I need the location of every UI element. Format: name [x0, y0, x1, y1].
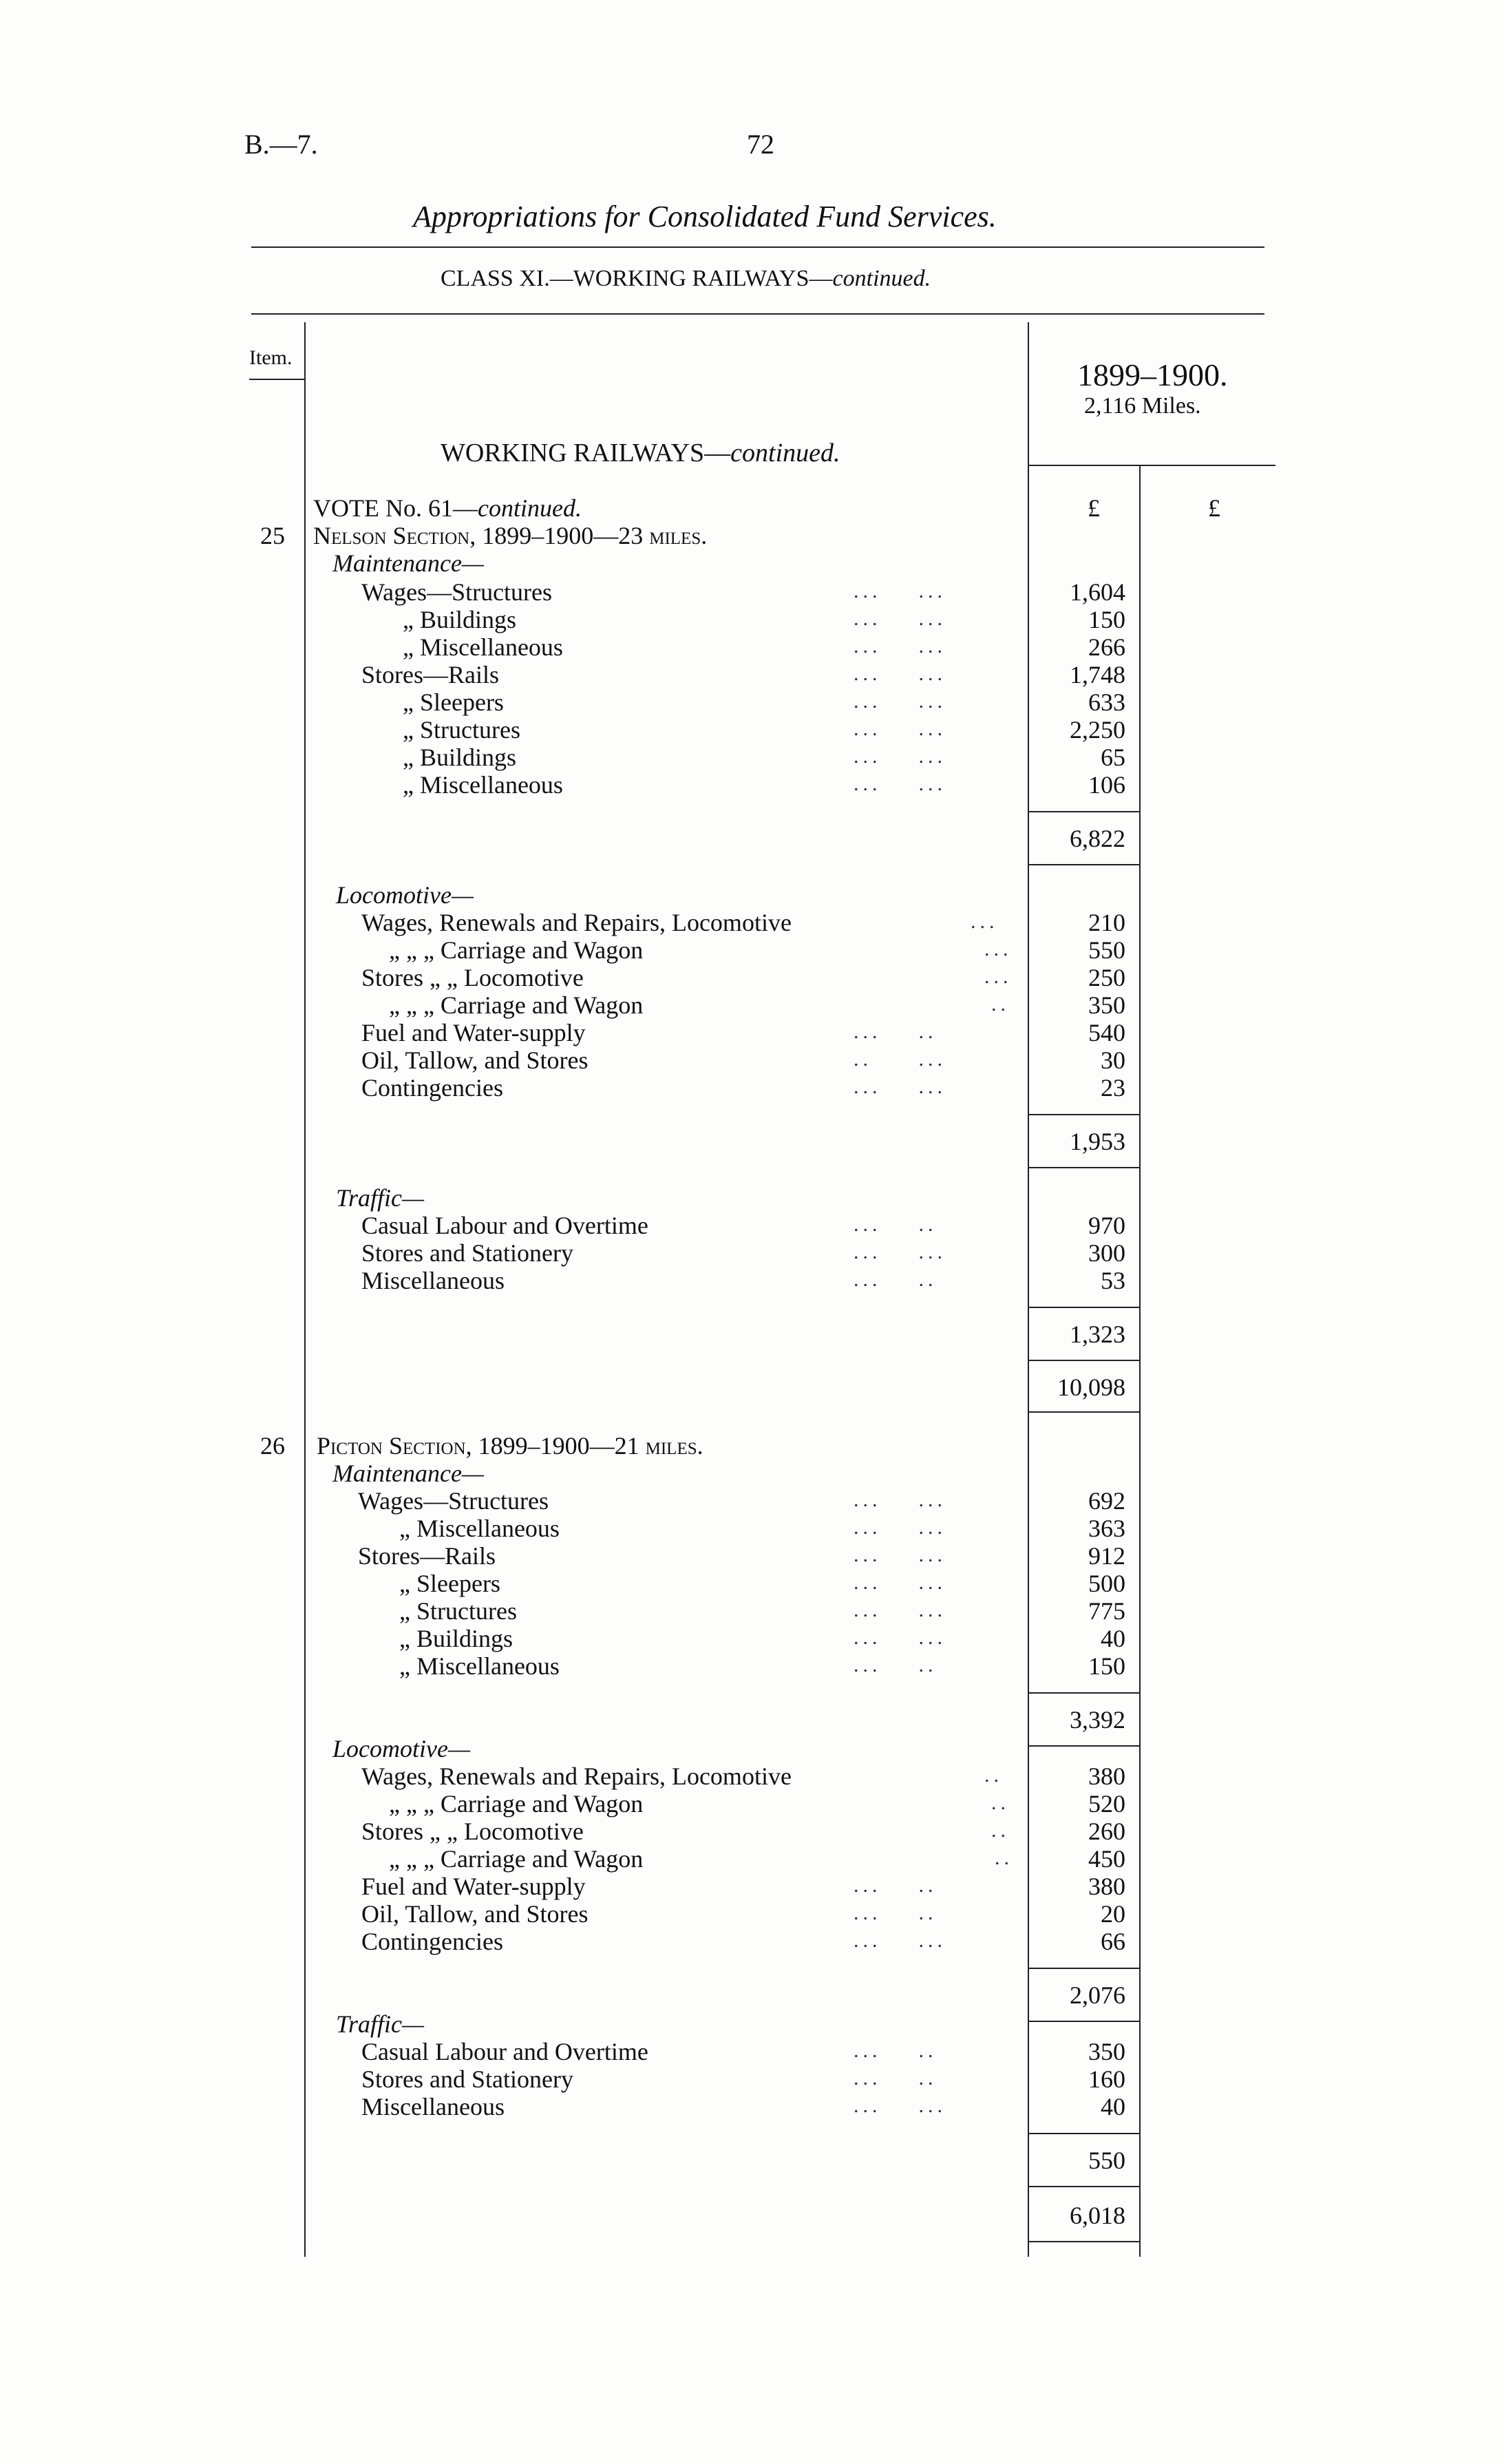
pound-column-2: £ — [1208, 494, 1220, 522]
line-amount: 633 — [1088, 688, 1125, 716]
subheading-locomotive: Locomotive— — [336, 881, 474, 909]
line-amount: 2,250 — [1070, 716, 1125, 744]
leader-dots: .. — [991, 1791, 1010, 1814]
leader-dots: .. — [991, 993, 1010, 1015]
line-label: Wages—Structures — [361, 578, 553, 606]
section-total: 6,018 — [1070, 2202, 1125, 2229]
line-amount: 970 — [1088, 1212, 1125, 1239]
item-column-header: Item. — [249, 346, 293, 369]
line-amount: 150 — [1088, 606, 1125, 633]
line-amount: 150 — [1088, 1652, 1125, 1680]
line-amount: 30 — [1101, 1046, 1125, 1074]
pound-column-1: £ — [1088, 494, 1100, 522]
line-amount: 775 — [1088, 1597, 1125, 1625]
leader-dots: ... .. — [854, 1213, 938, 1236]
item-number: 26 — [260, 1432, 285, 1460]
leader-dots: ... ... — [854, 1929, 946, 1952]
leader-dots: ... .. — [854, 1654, 938, 1676]
line-label: Contingencies — [361, 1074, 503, 1102]
subheading-traffic: Traffic— — [336, 1184, 425, 1212]
traffic-subtotal: 1,323 — [1070, 1320, 1125, 1348]
leader-dots: ... .. — [854, 1902, 938, 1924]
locomotive-subtotal: 2,076 — [1070, 1981, 1125, 2009]
leader-dots: ... ... — [854, 690, 946, 713]
line-amount: 53 — [1101, 1267, 1125, 1294]
line-amount: 550 — [1088, 936, 1125, 964]
leader-dots: ... .. — [854, 1268, 938, 1291]
line-label: Casual Labour and Overtime — [361, 2038, 648, 2065]
leader-dots: ... ... — [854, 1599, 946, 1621]
leader-dots: ... .. — [854, 1020, 938, 1043]
subtotal-rule — [1028, 2186, 1139, 2187]
line-amount: 250 — [1088, 964, 1125, 991]
table-top-rule — [251, 313, 1264, 315]
line-label: Casual Labour and Overtime — [361, 1212, 648, 1239]
vote-heading: VOTE No. 61—continued. — [313, 494, 582, 522]
line-amount: 692 — [1088, 1487, 1125, 1515]
line-label: Oil, Tallow, and Stores — [361, 1900, 589, 1928]
line-label: Stores „ „ Locomotive — [361, 964, 584, 991]
section-heading: WORKING RAILWAYS—continued. — [441, 439, 840, 467]
line-label: „ Miscellaneous — [403, 633, 563, 661]
leader-dots: .. — [984, 1764, 1003, 1787]
line-label: Fuel and Water-supply — [361, 1019, 586, 1046]
maintenance-subtotal: 3,392 — [1070, 1706, 1125, 1734]
leader-dots: ... ... — [854, 717, 946, 740]
leader-dots: ... ... — [854, 745, 946, 768]
leader-dots: .. — [995, 1846, 1013, 1869]
leader-dots: ... ... — [854, 1544, 946, 1566]
line-amount: 20 — [1101, 1900, 1125, 1928]
line-label: „ Buildings — [403, 606, 517, 633]
miles-heading: 2,116 Miles. — [1084, 393, 1201, 419]
line-label: Miscellaneous — [361, 1267, 505, 1294]
line-amount: 40 — [1101, 1625, 1125, 1652]
line-amount: 66 — [1101, 1928, 1125, 1955]
line-amount: 350 — [1088, 991, 1125, 1019]
line-amount: 450 — [1088, 1845, 1125, 1873]
line-amount: 912 — [1088, 1542, 1125, 1570]
section-total: 10,098 — [1057, 1373, 1125, 1401]
leader-dots: ... ... — [854, 607, 946, 630]
line-label: Stores and Stationery — [361, 2065, 573, 2093]
subheading-traffic: Traffic— — [336, 2010, 425, 2038]
leader-dots: ... — [971, 910, 999, 933]
leader-dots: ... ... — [854, 1241, 946, 1263]
amount-column-right-rule — [1139, 465, 1141, 2257]
leader-dots: ... ... — [854, 1488, 946, 1511]
subtotal-rule — [1028, 1114, 1139, 1115]
line-label: „ Structures — [403, 716, 520, 744]
line-label: „ Buildings — [399, 1625, 513, 1652]
subtotal-rule — [1028, 811, 1139, 812]
line-label: Wages, Renewals and Repairs, Locomotive — [361, 909, 792, 936]
line-amount: 160 — [1088, 2065, 1125, 2093]
line-label: „ „ „ Carriage and Wagon — [389, 991, 644, 1019]
line-amount: 65 — [1101, 744, 1125, 771]
line-label: Wages—Structures — [358, 1487, 549, 1515]
line-label: Stores—Rails — [361, 661, 500, 688]
line-amount: 1,748 — [1070, 661, 1125, 688]
line-label: „ Structures — [399, 1597, 517, 1625]
leader-dots: ... .. — [854, 2067, 938, 2089]
item-header-rule — [249, 379, 304, 380]
line-label: „ Sleepers — [403, 688, 504, 716]
line-amount: 23 — [1101, 1074, 1125, 1102]
line-label: „ Miscellaneous — [399, 1515, 560, 1542]
line-label: „ Buildings — [403, 744, 517, 771]
line-label: Stores and Stationery — [361, 1239, 573, 1267]
subheading-maintenance: Maintenance— — [332, 549, 484, 577]
line-label: „ „ „ Carriage and Wagon — [389, 1790, 644, 1818]
leader-dots: ... ... — [854, 2094, 946, 2117]
leader-dots: ... ... — [854, 1075, 946, 1098]
subtotal-rule — [1028, 1692, 1139, 1694]
total-rule — [1028, 2241, 1139, 2242]
subtotal-rule — [1028, 2021, 1139, 2022]
line-label: Stores „ „ Locomotive — [361, 1818, 584, 1845]
subtotal-rule — [1028, 1968, 1139, 1969]
line-label: „ „ „ Carriage and Wagon — [389, 1845, 644, 1873]
line-amount: 106 — [1088, 771, 1125, 799]
line-label: „ Miscellaneous — [403, 771, 563, 799]
line-label: Wages, Renewals and Repairs, Locomotive — [361, 1762, 792, 1790]
leader-dots: ... ... — [854, 1571, 946, 1594]
subtotal-rule — [1028, 1360, 1139, 1361]
year-heading-rule — [1028, 465, 1275, 466]
line-amount: 380 — [1088, 1873, 1125, 1900]
line-amount: 363 — [1088, 1515, 1125, 1542]
year-heading: 1899–1900. — [1077, 357, 1228, 392]
section-title: Picton Section, 1899–1900—21 miles. — [317, 1432, 703, 1460]
leader-dots: ... ... — [854, 635, 946, 657]
leader-dots: ... — [984, 965, 1013, 988]
line-label: Fuel and Water-supply — [361, 1873, 586, 1900]
subheading-locomotive: Locomotive— — [332, 1735, 470, 1762]
document-ref: B.—7. — [244, 129, 318, 160]
leader-dots: .. — [991, 1819, 1010, 1842]
line-label: Oil, Tallow, and Stores — [361, 1046, 589, 1074]
line-amount: 1,604 — [1070, 578, 1125, 606]
traffic-subtotal: 550 — [1088, 2147, 1125, 2174]
leader-dots: ... ... — [854, 772, 946, 795]
section-title: Nelson Section, 1899–1900—23 miles. — [313, 522, 708, 549]
amount-column-left-rule — [1028, 322, 1029, 2257]
subtotal-rule — [1028, 2133, 1139, 2134]
line-amount: 266 — [1088, 633, 1125, 661]
line-amount: 300 — [1088, 1239, 1125, 1267]
line-label: „ Miscellaneous — [399, 1652, 560, 1680]
leader-dots: ... ... — [854, 580, 946, 602]
maintenance-subtotal: 6,822 — [1070, 825, 1125, 852]
page-title: Appropriations for Consolidated Fund Services. — [413, 200, 997, 233]
line-amount: 380 — [1088, 1762, 1125, 1790]
title-rule — [251, 246, 1264, 248]
total-rule — [1028, 1411, 1139, 1413]
leader-dots: ... ... — [854, 1626, 946, 1649]
line-amount: 210 — [1088, 909, 1125, 936]
line-amount: 40 — [1101, 2093, 1125, 2120]
leader-dots: ... .. — [854, 2039, 938, 2062]
line-amount: 500 — [1088, 1570, 1125, 1597]
subtotal-rule — [1028, 864, 1139, 865]
item-number: 25 — [260, 522, 285, 549]
line-label: Miscellaneous — [361, 2093, 505, 2120]
line-amount: 540 — [1088, 1019, 1125, 1046]
leader-dots: ... ... — [854, 1516, 946, 1539]
leader-dots: .. ... — [854, 1048, 946, 1071]
line-amount: 350 — [1088, 2038, 1125, 2065]
class-heading: CLASS XI.—WORKING RAILWAYS—continued. — [441, 266, 931, 291]
line-label: „ „ „ Carriage and Wagon — [389, 936, 644, 964]
leader-dots: ... .. — [854, 1874, 938, 1897]
leader-dots: ... — [984, 938, 1013, 960]
line-amount: 260 — [1088, 1818, 1125, 1845]
line-label: Contingencies — [361, 1928, 503, 1955]
locomotive-subtotal: 1,953 — [1070, 1128, 1125, 1155]
leader-dots: ... ... — [854, 662, 946, 685]
subtotal-rule — [1028, 1307, 1139, 1308]
line-amount: 520 — [1088, 1790, 1125, 1818]
item-column-divider — [304, 322, 306, 2257]
line-label: Stores—Rails — [358, 1542, 496, 1570]
subtotal-rule — [1028, 1167, 1139, 1168]
page-number: 72 — [747, 129, 774, 160]
line-label: „ Sleepers — [399, 1570, 500, 1597]
subtotal-rule — [1028, 1745, 1139, 1747]
subheading-maintenance: Maintenance— — [332, 1460, 484, 1487]
